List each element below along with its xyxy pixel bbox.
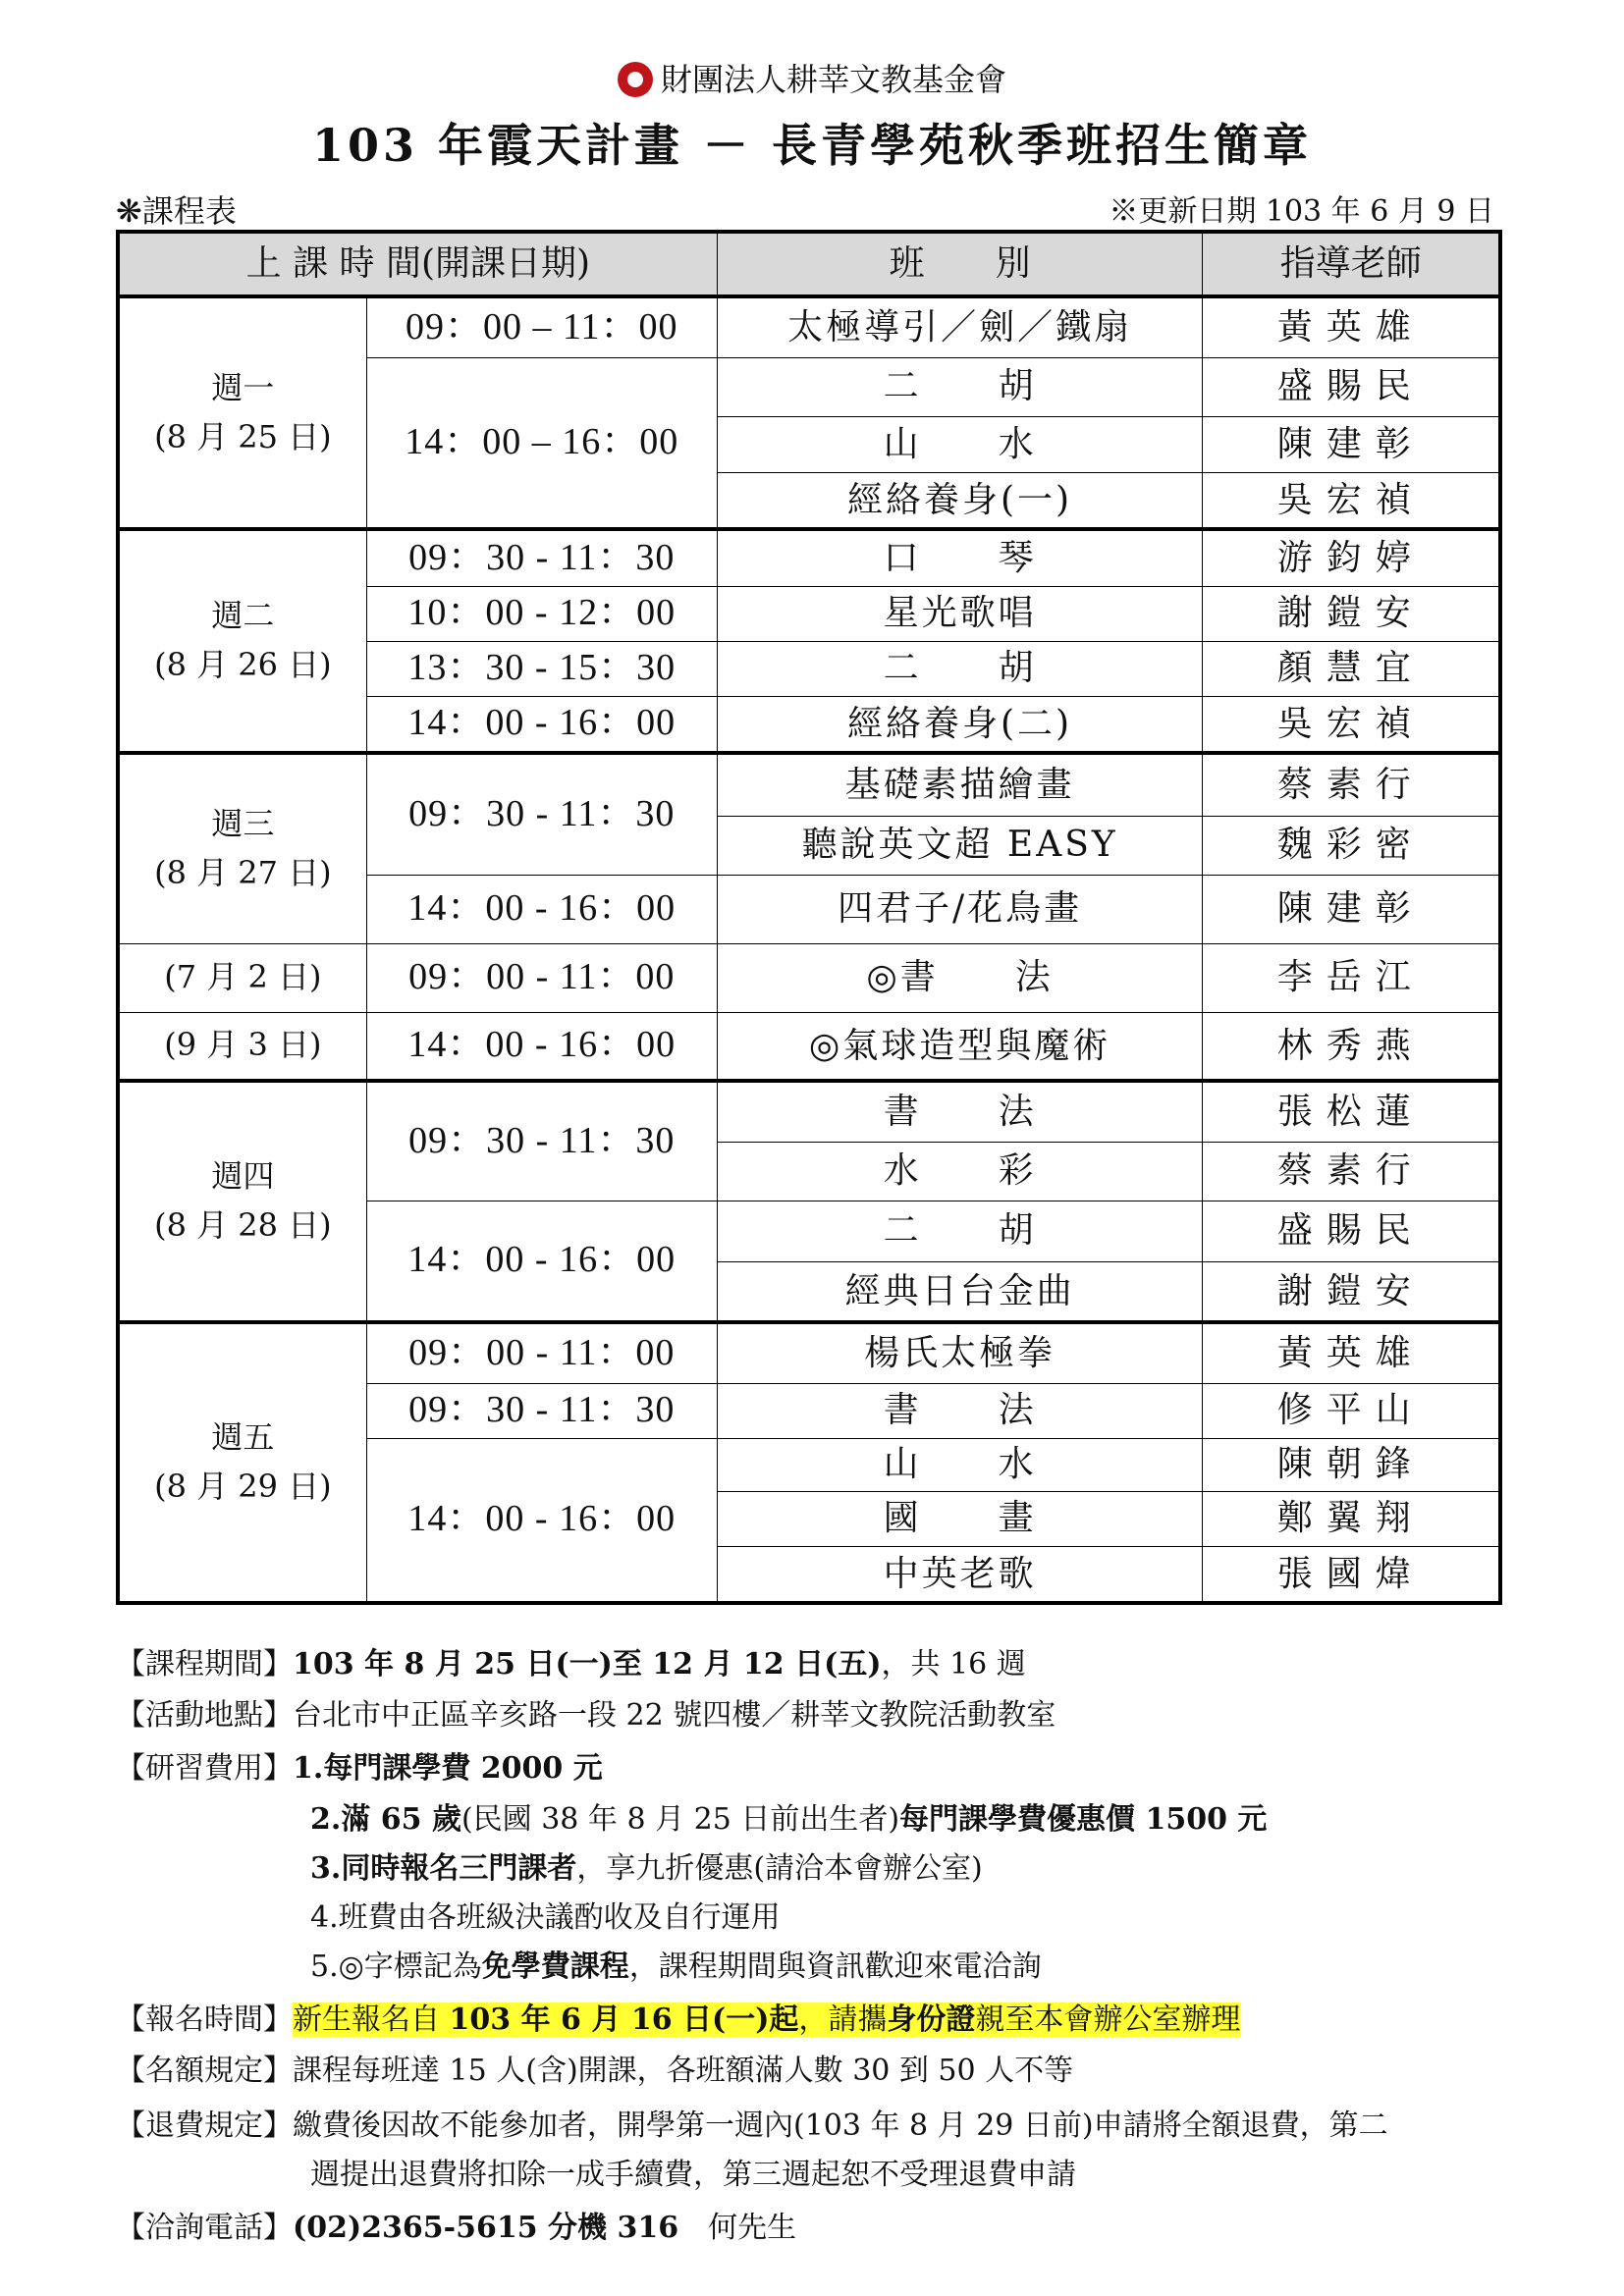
- teacher-cell: 游鈞婷: [1203, 529, 1500, 586]
- info-period: 【課程期間】103 年 8 月 25 日(一)至 12 月 12 日(五)，共 16 週: [116, 1647, 1026, 1682]
- teacher-cell: 黃英雄: [1203, 296, 1500, 357]
- teacher-cell: 顏慧宜: [1203, 641, 1500, 696]
- table-header-row: [118, 232, 1500, 296]
- header-teacher: 指導老師: [1203, 232, 1500, 296]
- teacher-cell: 盛賜民: [1203, 1201, 1500, 1261]
- organization-logo-icon: [618, 62, 653, 97]
- day-cell-wed: 週三 (8 月 27 日): [118, 753, 366, 943]
- time-cell: 09：30 - 11：30: [366, 753, 717, 875]
- info-location: 【活動地點】台北市中正區辛亥路一段 22 號四樓／耕莘文教院活動教室: [116, 1698, 1056, 1733]
- teacher-cell: 謝鎧安: [1203, 586, 1500, 641]
- teacher-cell: 修平山: [1203, 1383, 1500, 1438]
- teacher-cell: 張松蓮: [1203, 1081, 1500, 1142]
- class-cell: 書 法: [717, 1081, 1203, 1142]
- info-fee-item: 4.班費由各班級決議酌收及自行運用: [310, 1900, 781, 1935]
- teacher-cell: 李岳江: [1203, 943, 1500, 1012]
- day-cell-tue: 週二 (8 月 26 日): [118, 529, 366, 753]
- info-refund-continued: 週提出退費將扣除一成手續費，第三週起恕不受理退費申請: [310, 2158, 1076, 2192]
- class-cell: 太極導引／劍／鐵扇: [717, 296, 1203, 357]
- update-date: ※更新日期 103 年 6 月 9 日: [1109, 194, 1494, 229]
- time-cell: 14：00 - 16：00: [366, 696, 717, 753]
- time-cell: 14：00 - 16：00: [366, 1201, 717, 1322]
- organization-header: [0, 55, 1624, 100]
- table-row: [118, 529, 1500, 586]
- teacher-cell: 張國煒: [1203, 1546, 1500, 1603]
- class-cell: 中英老歌: [717, 1546, 1203, 1603]
- class-cell: 楊氏太極拳: [717, 1322, 1203, 1383]
- time-cell: 14：00 - 16：00: [366, 1012, 717, 1081]
- class-cell: 國 畫: [717, 1491, 1203, 1546]
- table-row: [118, 943, 1500, 1012]
- time-cell: 14：00 - 16：00: [366, 1438, 717, 1603]
- time-cell: 09：00 - 11：00: [366, 943, 717, 1012]
- section-label: ❋課程表: [116, 192, 237, 230]
- teacher-cell: 林秀燕: [1203, 1012, 1500, 1081]
- class-cell: 口 琴: [717, 529, 1203, 586]
- class-cell: 書 法: [717, 1383, 1203, 1438]
- teacher-cell: 魏彩密: [1203, 816, 1500, 875]
- date-cell: (7 月 2 日): [118, 943, 366, 1012]
- teacher-cell: 鄭翼翔: [1203, 1491, 1500, 1546]
- class-cell: 水 彩: [717, 1142, 1203, 1201]
- info-contact: 【洽詢電話】(02)2365-5615 分機 316 何先生: [116, 2211, 797, 2245]
- time-cell: 09：30 - 11：30: [366, 1383, 717, 1438]
- teacher-cell: 黃英雄: [1203, 1322, 1500, 1383]
- class-cell: 二 胡: [717, 641, 1203, 696]
- class-cell: 山 水: [717, 416, 1203, 472]
- page-title: 103 年霞天計畫 － 長青學苑秋季班招生簡章: [311, 119, 1313, 172]
- class-cell: 基礎素描繪畫: [717, 753, 1203, 816]
- class-cell: 經絡養身(二): [717, 696, 1203, 753]
- table-row: [118, 753, 1500, 816]
- info-registration: 【報名時間】新生報名自 103 年 6 月 16 日(一)起，請攜身份證親至本會辦公室辦理: [116, 2002, 1241, 2037]
- info-fee-item: 2.滿 65 歲(民國 38 年 8 月 25 日前出生者)每門課學費優惠價 1500 元: [310, 1802, 1268, 1837]
- day-cell-thu: 週四 (8 月 28 日): [118, 1081, 366, 1322]
- class-cell: 山 水: [717, 1438, 1203, 1491]
- table-row: [118, 1012, 1500, 1081]
- class-cell: 二 胡: [717, 357, 1203, 416]
- table-row: [118, 1322, 1500, 1383]
- teacher-cell: 蔡素行: [1203, 753, 1500, 816]
- day-cell-mon: 週一 (8 月 25 日): [118, 296, 366, 529]
- date-cell: (9 月 3 日): [118, 1012, 366, 1081]
- class-cell: 星光歌唱: [717, 586, 1203, 641]
- time-cell: 09：30 - 11：30: [366, 1081, 717, 1201]
- time-cell: 09：30 - 11：30: [366, 529, 717, 586]
- time-cell: 09：00 – 11：00: [366, 296, 717, 357]
- teacher-cell: 吳宏禎: [1203, 472, 1500, 529]
- table-row: [118, 1081, 1500, 1142]
- class-cell: 二 胡: [717, 1201, 1203, 1261]
- organization-name: 財團法人耕莘文教基金會: [660, 61, 1006, 98]
- info-fee: 【研習費用】1.每門課學費 2000 元: [116, 1751, 603, 1786]
- info-fee-item: 3.同時報名三門課者，享九折優惠(請洽本會辦公室): [310, 1851, 983, 1886]
- teacher-cell: 吳宏禎: [1203, 696, 1500, 753]
- table-row: [118, 296, 1500, 357]
- teacher-cell: 陳建彰: [1203, 875, 1500, 943]
- info-fee-item: 5.◎字標記為免學費課程，課程期間與資訊歡迎來電洽詢: [310, 1949, 1042, 1984]
- time-cell: 09：00 - 11：00: [366, 1322, 717, 1383]
- info-refund: 【退費規定】繳費後因故不能參加者，開學第一週內(103 年 8 月 29 日前)申請將全額退費，第二: [116, 2109, 1388, 2143]
- header-class: 班 別: [717, 232, 1203, 296]
- course-schedule-table: [116, 230, 1502, 1605]
- teacher-cell: 陳建彰: [1203, 416, 1500, 472]
- day-cell-fri: 週五 (8 月 29 日): [118, 1322, 366, 1603]
- time-cell: 14：00 - 16：00: [366, 875, 717, 943]
- time-cell: 13：30 - 15：30: [366, 641, 717, 696]
- info-quota: 【名額規定】課程每班達 15 人(含)開課，各班額滿人數 30 到 50 人不等: [116, 2054, 1074, 2088]
- class-cell: 經典日台金曲: [717, 1261, 1203, 1322]
- time-cell: 10：00 - 12：00: [366, 586, 717, 641]
- teacher-cell: 盛賜民: [1203, 357, 1500, 416]
- teacher-cell: 謝鎧安: [1203, 1261, 1500, 1322]
- time-cell: 14：00 – 16：00: [366, 357, 717, 529]
- header-time: 上 課 時 間(開課日期): [118, 232, 717, 296]
- teacher-cell: 陳朝鋒: [1203, 1438, 1500, 1491]
- class-cell: ◎書 法: [717, 943, 1203, 1012]
- class-cell: ◎氣球造型與魔術: [717, 1012, 1203, 1081]
- class-cell: 經絡養身(一): [717, 472, 1203, 529]
- class-cell: 聽說英文超 EASY: [717, 816, 1203, 875]
- teacher-cell: 蔡素行: [1203, 1142, 1500, 1201]
- class-cell: 四君子/花鳥畫: [717, 875, 1203, 943]
